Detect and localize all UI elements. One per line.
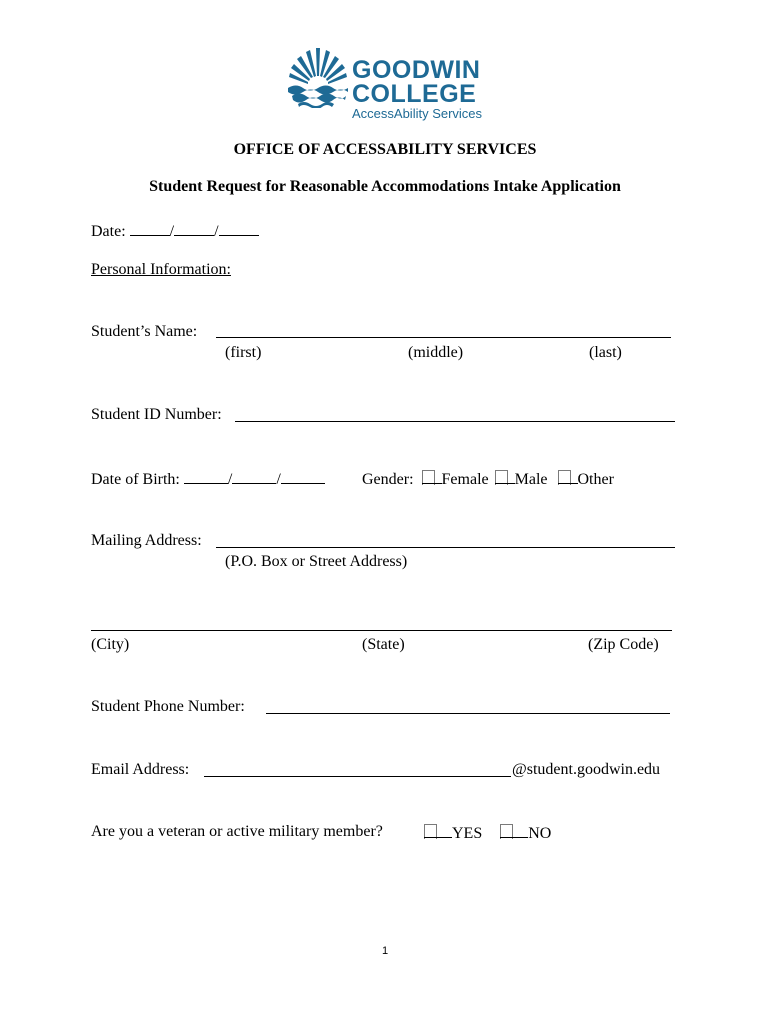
- email-domain: @student.goodwin.edu: [512, 761, 661, 778]
- dob-separator: /: [276, 471, 281, 488]
- dob-separator: /: [227, 471, 233, 488]
- gender-male-label: Male: [514, 471, 548, 488]
- date-separator: /: [214, 223, 219, 240]
- dob-day-field[interactable]: [232, 468, 276, 484]
- student-name-label: Student’s Name:: [91, 323, 198, 340]
- city-state-zip-field[interactable]: [91, 630, 672, 631]
- gender-female-label: Female: [441, 471, 489, 488]
- dob-row: [91, 468, 325, 490]
- veteran-options: [416, 822, 551, 844]
- name-middle-hint: (middle): [408, 344, 464, 361]
- gender-other-line: [558, 468, 578, 484]
- email-label: Email Address:: [91, 761, 190, 778]
- state-hint: (State): [362, 636, 405, 653]
- gender-row: [362, 468, 614, 490]
- name-first-hint: (first): [225, 344, 262, 361]
- dob-month-field[interactable]: [184, 468, 228, 484]
- student-id-label: Student ID Number:: [91, 406, 222, 423]
- dob-label: Date of Birth:: [91, 471, 180, 488]
- city-hint: (City): [91, 636, 130, 653]
- gender-other-label: Other: [577, 471, 614, 488]
- mailing-address-hint: (P.O. Box or Street Address): [225, 553, 408, 570]
- date-label: Date:: [91, 223, 126, 240]
- veteran-yes-label: YES: [452, 825, 483, 842]
- gender-female-line: [422, 468, 442, 484]
- dob-year-field[interactable]: [281, 468, 325, 484]
- logo-text-college: COLLEGE: [352, 80, 477, 108]
- veteran-yes-line: [424, 822, 452, 838]
- form-title: Student Request for Reasonable Accommodations Intake Application: [149, 178, 621, 195]
- gender-male-line: [495, 468, 515, 484]
- mailing-address-field[interactable]: [216, 547, 675, 548]
- date-separator: /: [169, 223, 175, 240]
- logo-text-goodwin: GOODWIN: [352, 56, 481, 84]
- email-field[interactable]: [204, 776, 511, 777]
- college-logo: [288, 44, 488, 120]
- date-day-field[interactable]: [174, 220, 214, 236]
- logo-text-services: AccessAbility Services: [352, 106, 483, 121]
- office-heading: OFFICE OF ACCESSABILITY SERVICES: [233, 141, 537, 158]
- phone-field[interactable]: [266, 713, 670, 714]
- date-month-field[interactable]: [130, 220, 170, 236]
- name-last-hint: (last): [589, 344, 622, 361]
- personal-info-heading: Personal Information:: [91, 261, 231, 278]
- page-number: 1: [381, 945, 389, 957]
- zip-hint: (Zip Code): [588, 636, 659, 653]
- date-row: [91, 220, 259, 242]
- veteran-no-label: NO: [528, 825, 552, 842]
- gender-label: Gender:: [362, 471, 414, 488]
- student-id-field[interactable]: [235, 421, 675, 422]
- sunburst-wave-icon: [288, 46, 348, 108]
- veteran-no-line: [500, 822, 528, 838]
- student-name-field[interactable]: [216, 337, 671, 338]
- veteran-question: Are you a veteran or active military member?: [91, 823, 383, 840]
- date-year-field[interactable]: [219, 220, 259, 236]
- phone-label: Student Phone Number:: [91, 698, 245, 715]
- mailing-address-label: Mailing Address:: [91, 532, 202, 549]
